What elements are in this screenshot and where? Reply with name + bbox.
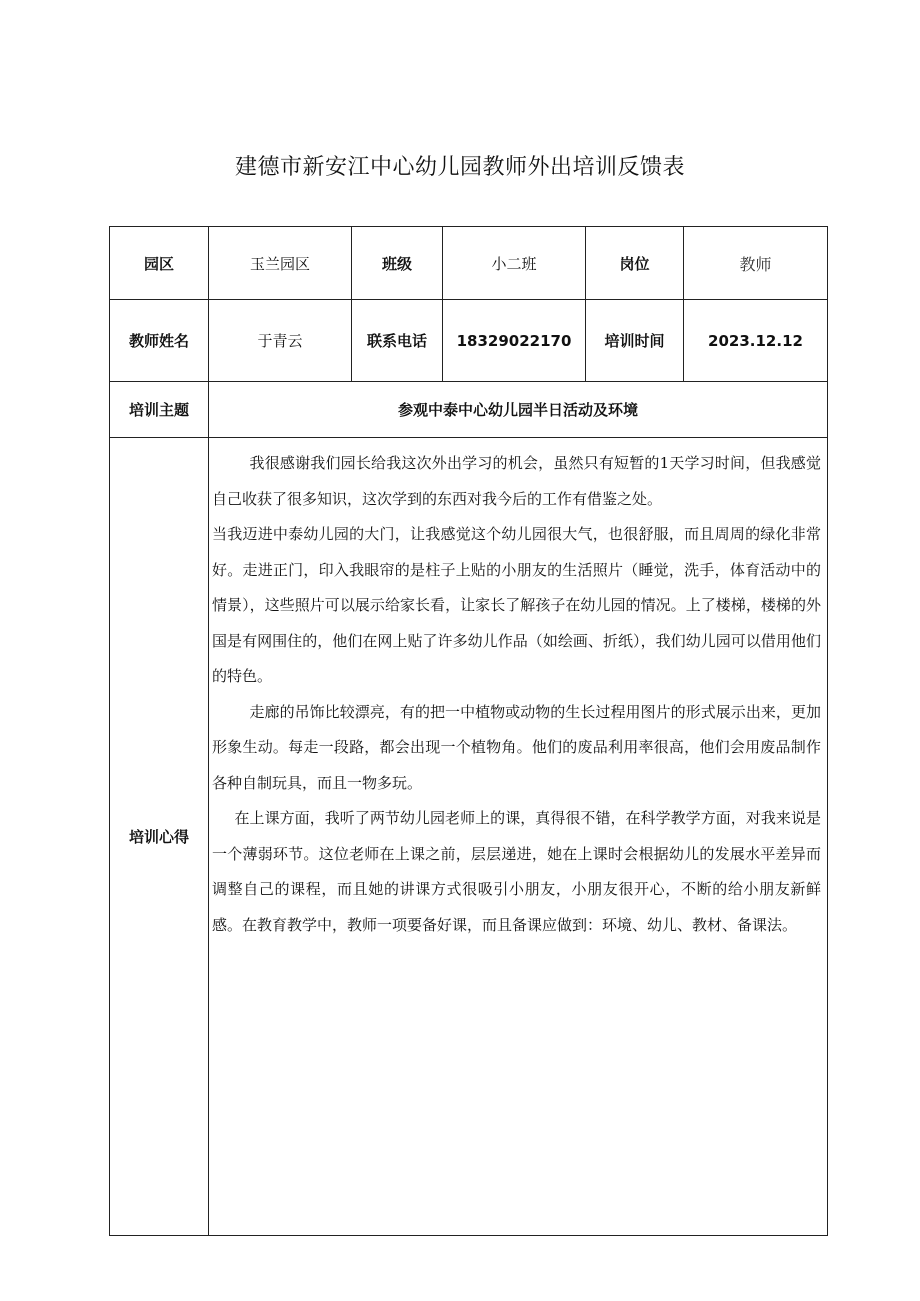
campus-label: 园区 [110, 227, 209, 300]
topic-label: 培训主题 [110, 382, 209, 438]
reflection-paragraph: 在上课方面，我听了两节幼儿园老师上的课，真得很不错，在科学教学方面，对我来说是一个薄弱环节。这位老师在上课之前，层层递进，她在上课时会根据幼儿的发展水平差异而调整自己的课程，而且她的讲课方式很吸引小朋友，小朋友很开心，不断的给小朋友新鲜感。在教育教学中，教师一项要备好课，而且备课应做到：环境、幼儿、教材、备课法。 [212, 809, 821, 934]
class-label: 班级 [352, 227, 443, 300]
table-row [110, 382, 828, 438]
table-row [110, 227, 828, 300]
table-row [110, 438, 828, 1236]
reflection-paragraph: 走廊的吊饰比较漂亮，有的把一中植物或动物的生长过程用图片的形式展示出来，更加形象生动。每走一段路，都会出现一个植物角。他们的废品利用率很高，他们会用废品制作各种自制玩具，而且一物多玩。 [212, 702, 821, 792]
post-value: 教师 [684, 227, 828, 300]
campus-value: 玉兰园区 [209, 227, 352, 300]
table-row [110, 300, 828, 382]
post-label: 岗位 [586, 227, 684, 300]
topic-value: 参观中泰中心幼儿园半日活动及环境 [209, 382, 828, 438]
training-date-label: 培训时间 [586, 300, 684, 382]
reflection-label: 培训心得 [110, 438, 209, 1236]
teacher-name-label: 教师姓名 [110, 300, 209, 382]
page-title: 建德市新安江中心幼儿园教师外出培训反馈表 [234, 155, 685, 180]
reflection-paragraph: 当我迈进中泰幼儿园的大门，让我感觉这个幼儿园很大气，也很舒服，而且周周的绿化非常好。走进正门，印入我眼帘的是柱子上贴的小朋友的生活照片（睡觉，洗手，体育活动中的情景），这些照片可以展示给家长看，让家长了解孩子在幼儿园的情况。上了楼梯，楼梯的外国是有网围住的，他们在网上贴了许多幼儿作品（如绘画、折纸），我们幼儿园可以借用他们的特色。 [212, 525, 821, 685]
feedback-form-table [109, 226, 828, 1236]
phone-label: 联系电话 [352, 300, 443, 382]
reflection-content [209, 438, 828, 1236]
phone-value: 18329022170 [443, 300, 586, 382]
training-date-value: 2023.12.12 [684, 300, 828, 382]
teacher-name-value: 于青云 [209, 300, 352, 382]
class-value: 小二班 [443, 227, 586, 300]
reflection-paragraph: 我很感谢我们园长给我这次外出学习的机会，虽然只有短暂的1天学习时间，但我感觉自己收获了很多知识，这次学到的东西对我今后的工作有借鉴之处。 [212, 454, 821, 508]
